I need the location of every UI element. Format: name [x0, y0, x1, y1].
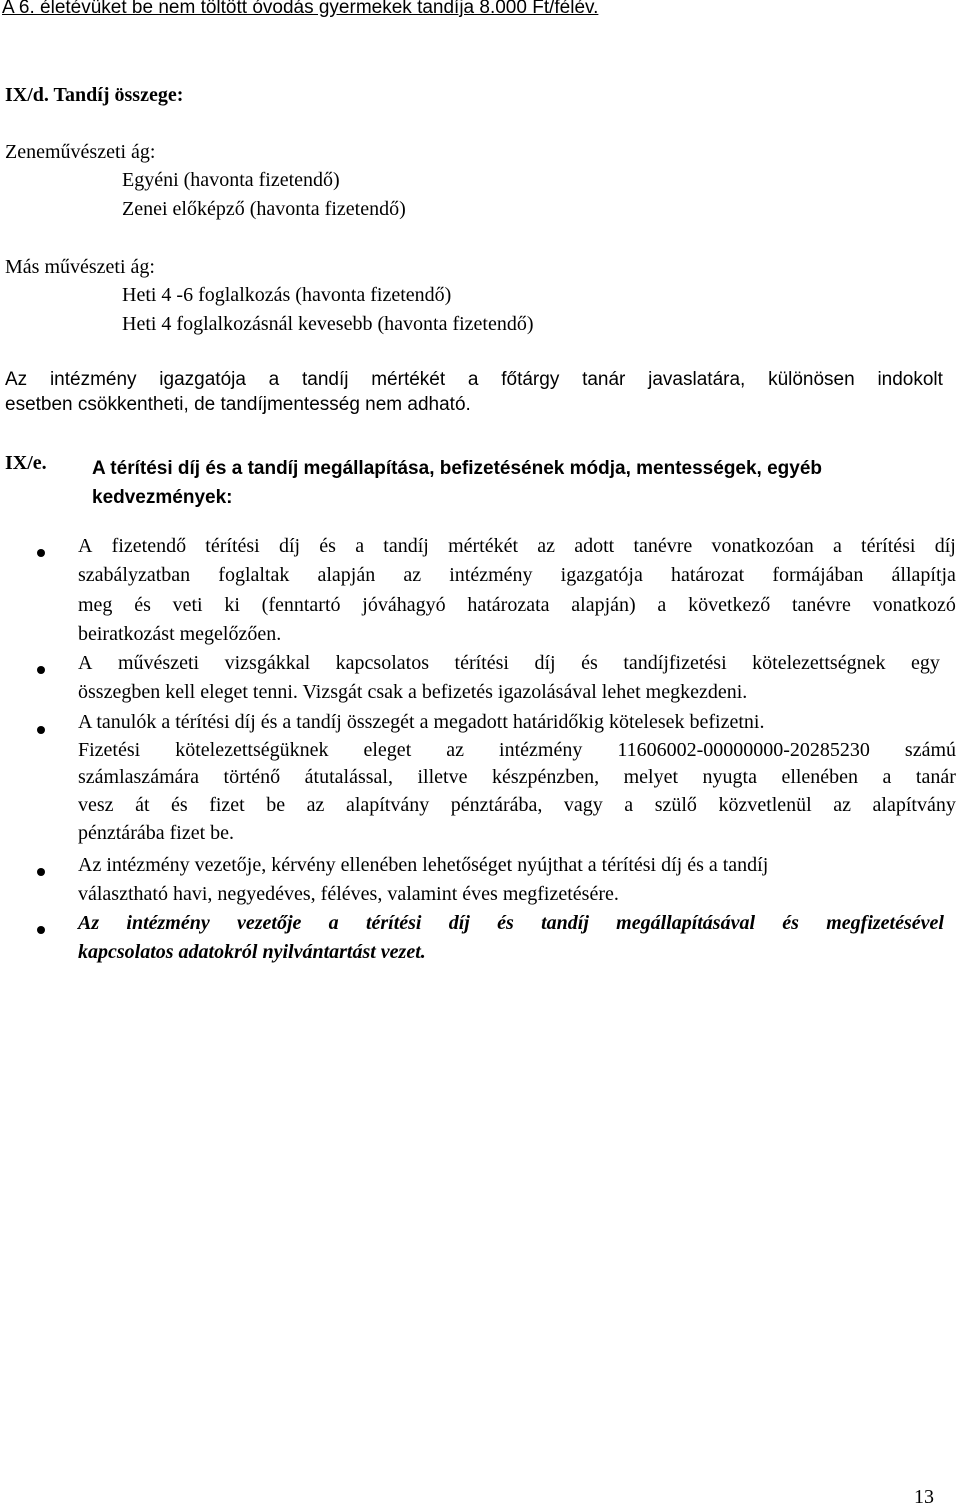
zene-item-egyeni: Egyéni (havonta fizetendő) — [122, 169, 340, 191]
word: az — [833, 794, 852, 817]
word: melyet — [623, 766, 679, 789]
list-item: Az intézmény vezetője a térítési díj és tandíj megállapításával és megfizetésével kapcsolatos adatokról nyilvántartást vezet. — [78, 909, 944, 967]
word: díj — [448, 912, 470, 934]
list-item: A művészeti vizsgákkal kapcsolatos térítési díj és tandíjfizetési kötelezettségnek egy összegben kell eleget tenni. Vizsgát csak a befizetés igazolásával lehet megkezdeni. — [78, 649, 940, 707]
word: foglaltak — [218, 564, 290, 587]
word: főtárgy — [501, 369, 560, 390]
section-e-title-line-1: A térítési díj és a tandíj megállapítása, befizetésének módja, mentességek, egyéb — [92, 458, 823, 479]
word: térítési — [205, 535, 260, 557]
word: készpénzben, — [491, 766, 600, 789]
word: vonatkozó — [872, 593, 956, 616]
word: A — [78, 535, 93, 557]
word: az — [306, 794, 325, 817]
word: díj — [934, 535, 956, 557]
bullet-dot — [37, 666, 45, 674]
reduction-line-1 — [5, 367, 943, 392]
word: kötelezettségnek — [752, 652, 886, 674]
word: adott — [574, 535, 615, 557]
word: vezetője — [237, 912, 302, 934]
word: számlaszámára — [78, 766, 200, 789]
word: és — [134, 593, 151, 616]
mas-item-heti-4-6: Heti 4 -6 foglalkozás (havonta fizetendő) — [122, 284, 452, 306]
word: térítési — [861, 535, 916, 557]
word: igazgatója — [560, 564, 643, 587]
word: közvetlenül — [718, 794, 812, 817]
word: alapítvány — [872, 794, 956, 817]
word: az — [537, 535, 556, 557]
word: és — [497, 912, 514, 934]
word: jóváhagyó — [362, 593, 446, 616]
mas-item-heti-4-kevesebb: Heti 4 foglalkozásnál kevesebb (havonta fizetendő) — [122, 313, 534, 335]
word: A — [78, 652, 93, 674]
word: tanár — [915, 766, 956, 789]
word: pénztárába, — [450, 794, 543, 817]
word: kapcsolatos — [335, 652, 429, 674]
word: egy — [910, 652, 940, 674]
word: veti — [172, 593, 203, 616]
word: megfizetésével — [826, 912, 944, 934]
word: és — [782, 912, 799, 934]
section-d-heading — [5, 84, 183, 107]
bullet-dot — [37, 926, 45, 934]
section-e-number: IX/e. — [5, 452, 47, 474]
word: szülő — [654, 794, 697, 817]
word: intézmény — [449, 564, 533, 587]
word: következő — [688, 593, 771, 616]
word: a — [328, 912, 339, 934]
word: intézmény — [49, 369, 137, 390]
word: a — [882, 766, 892, 789]
word: tandíj — [541, 912, 589, 934]
word: alapján) — [571, 593, 636, 616]
word: vizsgákkal — [224, 652, 311, 674]
word: vesz — [78, 794, 114, 817]
word: kötelezettségüknek — [175, 738, 329, 761]
word: Fizetési — [78, 738, 141, 761]
word: tandíj — [302, 369, 349, 390]
word: térítési — [365, 912, 422, 934]
word: illetve — [417, 766, 468, 789]
word: fizet — [209, 794, 245, 817]
word: az — [446, 738, 465, 761]
word: a — [832, 535, 842, 557]
word: és — [581, 652, 598, 674]
word: tanévre — [792, 593, 851, 616]
word: javaslatára, — [648, 369, 746, 390]
word: számú — [904, 738, 956, 761]
page-number: 13 — [914, 1486, 934, 1508]
zene-heading: Zeneművészeti ág: — [5, 141, 156, 163]
word: és — [171, 794, 188, 817]
bullet-dot — [37, 549, 45, 557]
section-d-number: IX/d. — [5, 84, 49, 106]
bullet-dot — [37, 868, 45, 876]
word: szabályzatban — [78, 564, 191, 587]
word: igazgatója — [159, 369, 246, 390]
word: a — [355, 535, 365, 557]
word: vonatkozóan — [711, 535, 814, 557]
word: alapján — [317, 564, 376, 587]
word: formájában — [772, 564, 864, 587]
top-line-text: A 6. életévüket be nem töltött óvodás gyermekek tandíja 8.000 Ft/félév. — [2, 0, 599, 18]
word: különösen — [768, 369, 855, 390]
word: intézmény — [499, 738, 583, 761]
word: meg — [78, 593, 113, 616]
word: alapítvány — [345, 794, 430, 817]
bullet-dot — [37, 726, 45, 734]
section-e-title — [92, 454, 942, 512]
zene-item-eloképzo: Zenei előképző (havonta fizetendő) — [122, 198, 406, 220]
word: be — [266, 794, 286, 817]
word: határozat — [670, 564, 745, 587]
word: fizetendő — [111, 535, 187, 557]
word: eleget — [363, 738, 412, 761]
word: a — [467, 369, 479, 390]
word: az — [403, 564, 422, 587]
reduction-line-2: esetben csökkentheti, de tandíjmentesség nem adható. — [5, 394, 471, 415]
word: megállapításával — [616, 912, 756, 934]
word: művészeti — [117, 652, 200, 674]
list-item: Az intézmény vezetője, kérvény ellenében lehetőséget nyújthat a térítési díj és a tandíj választható havi, negyedéves, féléves, valamint éves megfizetésére. — [78, 854, 769, 905]
word: át — [135, 794, 150, 817]
word: térítési — [454, 652, 509, 674]
section-e-title-line-2: kedvezmények: — [92, 487, 233, 508]
word: tandíjfizetési — [623, 652, 727, 674]
word: a — [657, 593, 667, 616]
word: (fenntartó — [261, 593, 341, 616]
word: Az — [78, 912, 100, 934]
word: mértékét — [371, 369, 446, 390]
word: a — [624, 794, 634, 817]
word: intézmény — [126, 912, 210, 934]
word: Az — [5, 369, 28, 390]
word: tanár — [582, 369, 626, 390]
word: díj — [534, 652, 556, 674]
list-item: A fizetendő térítési díj és a tandíj mértékét az adott tanévre vonatkozóan a térítési díj szabályzatban foglaltak alapján az intézmény igazgatója határozat formájában állapítja meg és veti ki (fenntartó jóváhagyó határozata alapján) a következő tanévre vonatkozó beiratkozást megelőzően. — [78, 532, 956, 649]
word: állapítja — [891, 564, 956, 587]
word: átutalással, — [304, 766, 393, 789]
word: 11606002-00000000-20285230 — [617, 738, 870, 761]
list-item: A tanulók a térítési díj és a tandíj összegét a megadott határidőkig kötelesek befizetni. Fizetési kötelezettségüknek eleget az intézmény 11606002-00000000-20285230 számú számlaszámára történő átutalással, illetve készpénzben, melyet nyugta ellenében a tanár vesz át és fizet be az alapítvány pénztárába, vagy a szülő közvetlenül az alapítvány pénztárába fizet be. — [78, 711, 956, 844]
word: történő — [223, 766, 281, 789]
word: indokolt — [877, 369, 943, 390]
word: vagy — [563, 794, 603, 817]
word: tandíj — [383, 535, 429, 557]
word: a — [268, 369, 280, 390]
reduction-paragraph — [5, 367, 943, 417]
word: ellenében — [781, 766, 859, 789]
word: ki — [224, 593, 240, 616]
section-d-title: Tandíj összege: — [53, 84, 184, 106]
word: díj — [278, 535, 301, 557]
mas-heading: Más művészeti ág: — [5, 256, 155, 278]
word: nyugta — [702, 766, 757, 789]
word: mértékét — [448, 535, 519, 557]
word: határozata — [467, 593, 550, 616]
word: tanévre — [633, 535, 693, 557]
word: és — [319, 535, 336, 557]
